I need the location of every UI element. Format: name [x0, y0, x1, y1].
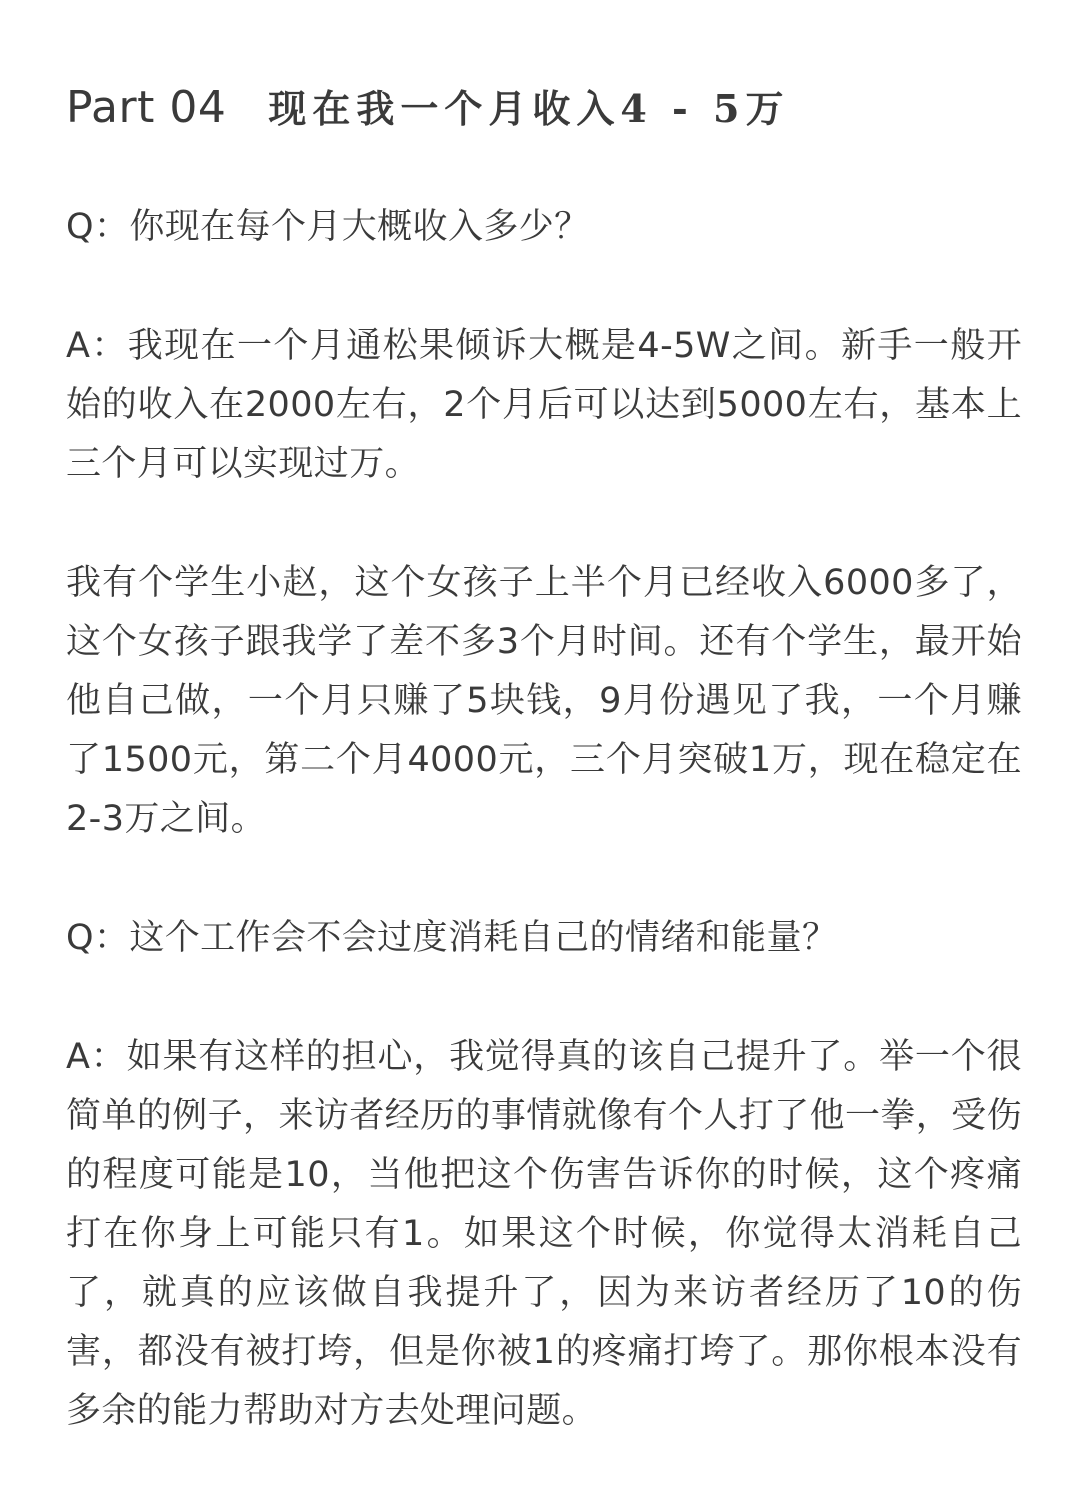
question-paragraph: Q：你现在每个月大概收入多少？ [66, 207, 590, 247]
question-paragraph: Q：这个工作会不会过度消耗自己的情绪和能量？ [66, 918, 838, 958]
answer-paragraph: A：我现在一个月通松果倾诉大概是4-5W之间。新手一般开始的收入在2000左右，2个月后可以达到5000左右，基本上三个月可以实现过万。 [66, 326, 1022, 484]
body-paragraph: 我有个学生小赵，这个女孩子上半个月已经收入6000多了，这个女孩子跟我学了差不多3个月时间。还有个学生，最开始他自己做，一个月只赚了5块钱，9月份遇见了我，一个月赚了1500元，第二个月4000元，三个月突破1万，现在稳定在2-3万之间。 [66, 563, 1022, 839]
section-title: 现在我一个月收入4 - 5万 [268, 86, 790, 131]
article [66, 78, 1022, 1501]
part-label: Part 04 [66, 82, 227, 133]
answer-paragraph: A：如果有这样的担心，我觉得真的该自己提升了。举一个很简单的例子，来访者经历的事情就像有个人打了他一拳，受伤的程度可能是10，当他把这个伤害告诉你的时候，这个疼痛打在你身上可能只有1。如果这个时候，你觉得太消耗自己了，就真的应该做自我提升了，因为来访者经历了10的伤害，都没有被打垮，但是你被1的疼痛打垮了。那你根本没有多余的能力帮助对方去处理问题。 [66, 1037, 1022, 1431]
section-header [66, 78, 1022, 140]
